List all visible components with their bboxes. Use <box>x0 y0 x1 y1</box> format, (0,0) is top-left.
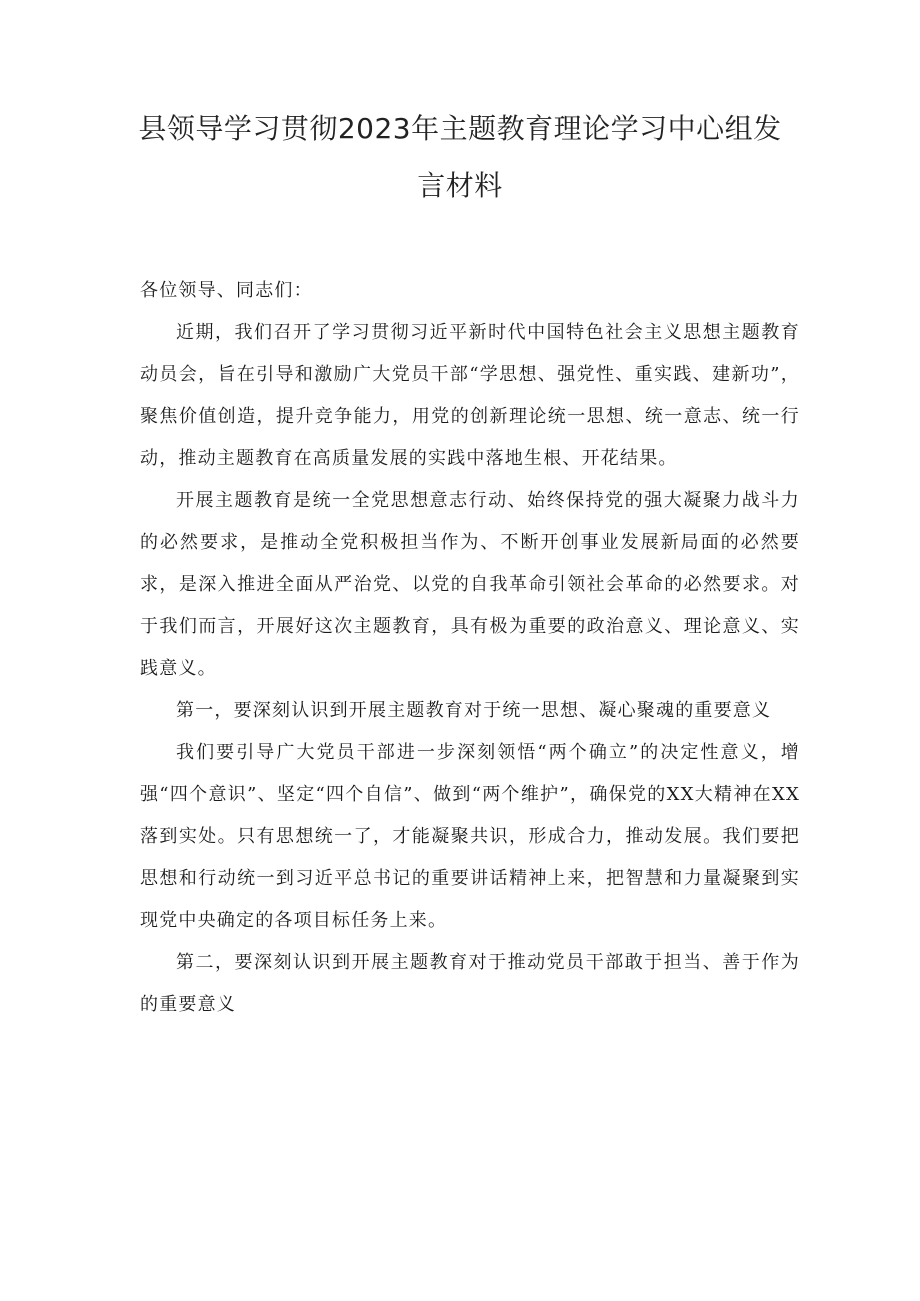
section-heading-first: 第一，要深刻认识到开展主题教育对于统一思想、凝心聚魂的重要意义 <box>176 700 772 721</box>
salutation: 各位领导、同志们： <box>140 280 313 301</box>
document-title-line-2: 言材料 <box>417 169 503 202</box>
document-body <box>140 270 800 1026</box>
paragraph-significance: 开展主题教育是统一全党思想意志行动、始终保持党的强大凝聚力战斗力的必然要求，是推动全党积极担当作为、不断开创事业发展新局面的必然要求，是深入推进全面从严治党、以党的自我革命引领社会革命的必然要求。对于我们而言，开展好这次主题教育，具有极为重要的政治意义、理论意义、实践意义。 <box>140 490 800 679</box>
document-title-line-1: 县领导学习贯彻2023年主题教育理论学习中心组发 <box>138 112 782 145</box>
section-heading-second: 第二，要深刻认识到开展主题教育对于推动党员干部敢于担当、善于作为的重要意义 <box>140 952 800 1015</box>
paragraph-intro: 近期，我们召开了学习贯彻习近平新时代中国特色社会主义思想主题教育动员会，旨在引导和激励广大党员干部“学思想、强党性、重实践、建新功”，聚焦价值创造，提升竞争能力，用党的创新理论统一思想、统一意志、统一行动，推动主题教育在高质量发展的实践中落地生根、开花结果。 <box>140 322 800 469</box>
paragraph-first-detail: 我们要引导广大党员干部进一步深刻领悟“两个确立”的决定性意义，增强“四个意识”、坚定“四个自信”、做到“两个维护”，确保党的XX大精神在XX落到实处。只有思想统一了，才能凝聚共识，形成合力，推动发展。我们要把思想和行动统一到习近平总书记的重要讲话精神上来，把智慧和力量凝聚到实现党中央确定的各项目标任务上来。 <box>140 742 800 931</box>
